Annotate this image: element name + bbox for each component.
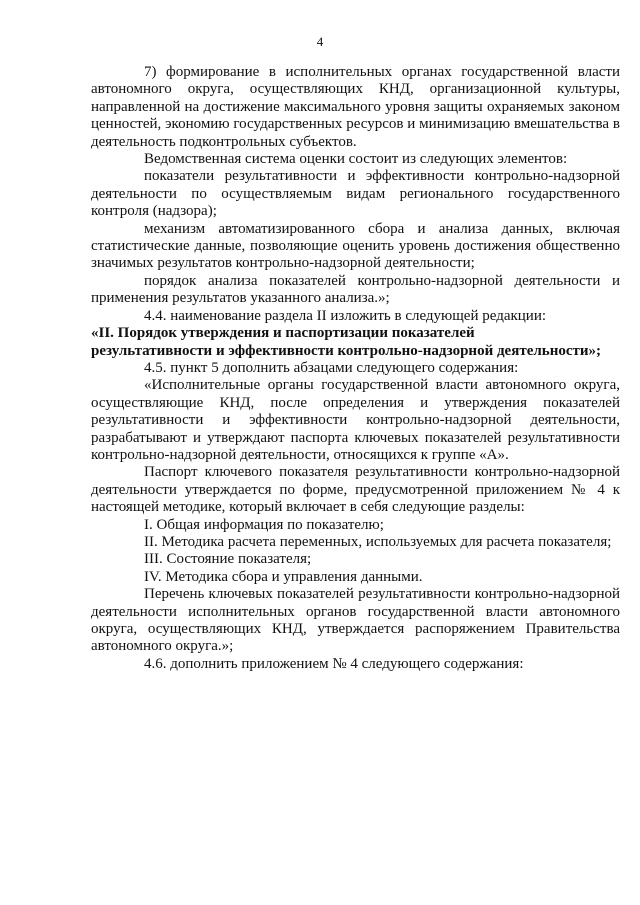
section-list-item-3: III. Состояние показателя; [144,551,312,568]
document-body [91,64,620,673]
paragraph-evaluation-system: Ведомственная система оценки состоит из следующих элементов: [144,151,568,168]
paragraph-4-5: 4.5. пункт 5 дополнить абзацами следующего содержания: [144,359,519,376]
section-list-item-4: IV. Методика сбора и управления данными. [144,568,423,585]
paragraph-4-4: 4.4. наименование раздела II изложить в следующей редакции: [144,307,547,324]
page-number: 4 [316,34,324,49]
section-list-item-2: II. Методика расчета переменных, используемых для расчета показателя; [144,533,612,550]
paragraph-executive-bodies: «Исполнительные органы государственной власти автономного округа, осуществляющие КНД, после определения и утверждения показателей результативности и эффективности контрольно-надзорной деятельности, разрабатывают и утверждают паспорта ключевых показателей результативности контрольно-надзорной деятельности, относящихся к группе «А». [91,377,620,463]
paragraph-passport: Паспорт ключевого показателя результативности контрольно-надзорной деятельности утверждается по форме, предусмотренной приложением № 4 к настоящей методике, который включает в себя следующие разделы: [91,464,620,516]
paragraph-indicators: показатели результативности и эффективности контрольно-надзорной деятельности по осуществляемым видам регионального государственного контроля (надзора); [91,168,620,220]
paragraph-key-indicators-list: Перечень ключевых показателей результативности контрольно-надзорной деятельности исполнительных органов государственной власти автономного округа, осуществляющих КНД, утверждается распоряжением Правительства автономного округа.»; [91,586,620,655]
section-heading-continued: результативности и эффективности контрольно-надзорной деятельности»; [91,342,602,359]
section-heading: «II. Порядок утверждения и паспортизации показателей [91,325,475,342]
paragraph-analysis-procedure: порядок анализа показателей контрольно-надзорной деятельности и применения результатов указанного анализа.»; [91,272,620,307]
section-list-item-1: I. Общая информация по показателю; [144,516,384,533]
paragraph-item-7: 7) формирование в исполнительных органах государственной власти автономного округа, осуществляющих КНД, организационной культуры, направленной на достижение максимального уровня защиты охраняемых законом ценностей, экономию государственных ресурсов и минимизацию вмешательства в деятельность подконтрольных субъектов. [91,64,620,150]
paragraph-4-6: 4.6. дополнить приложением № 4 следующего содержания: [144,655,524,672]
paragraph-mechanism: механизм автоматизированного сбора и анализа данных, включая статистические данные, позволяющие оценить уровень достижения общественно значимых результатов контрольно-надзорной деятельности; [91,220,620,272]
